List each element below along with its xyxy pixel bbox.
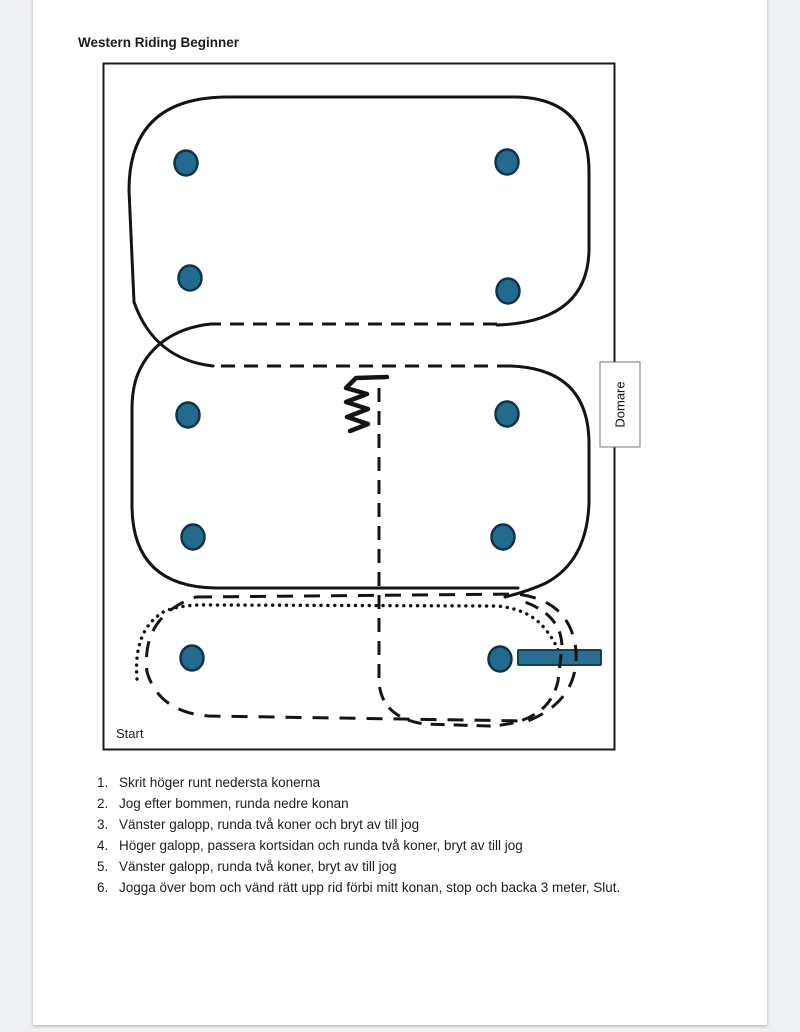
instruction-text: Vänster galopp, runda två koner, bryt av till jog [119,859,397,874]
instruction-number: 1. [97,775,109,790]
instruction-text: Höger galopp, passera kortsidan och runda två koner, bryt av till jog [119,838,523,853]
instruction-number: 2. [97,796,109,811]
instruction-number: 6. [97,880,109,895]
instruction-text: Skrit höger runt nedersta konerna [119,775,321,790]
instruction-text: Jogga över bom och vänd rätt upp rid förbi mitt konan, stop och backa 3 meter, Slut. [119,880,621,895]
instruction-text: Vänster galopp, runda två koner och bryt av till jog [119,817,420,832]
instruction-item [97,856,620,877]
instruction-number: 5. [97,859,109,874]
instruction-text: Jog efter bommen, runda nedre konan [119,796,349,811]
instruction-item [97,814,620,835]
instruction-item [97,793,620,814]
start-label: Start [116,726,144,741]
instruction-item [97,772,620,793]
judge-box [600,362,641,448]
instruction-number: 4. [97,838,109,853]
instruction-item [97,835,620,856]
instructions-list [97,772,620,898]
instruction-item [97,877,620,898]
judge-label: Domare [612,381,628,428]
instruction-number: 3. [97,817,109,832]
page-title: Western Riding Beginner [78,35,240,50]
